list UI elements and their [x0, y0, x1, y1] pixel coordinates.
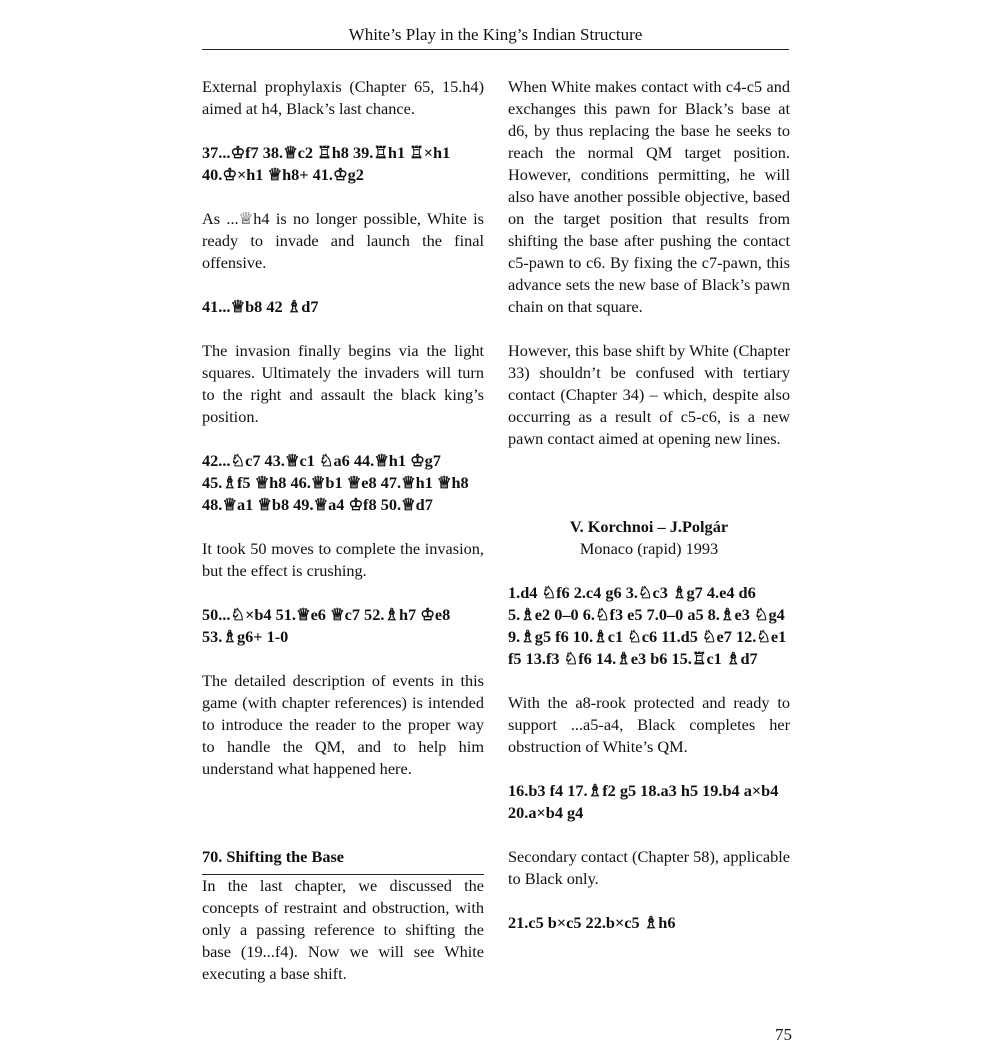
- section-heading: 70. Shifting the Base: [202, 846, 484, 875]
- paragraph: The invasion finally begins via the light squares. Ultimately the invaders will turn to the right and assault the black king’s position.: [202, 341, 484, 426]
- move-sequence: 41...♕b8 42 ♗d7: [202, 297, 319, 316]
- game-players: V. Korchnoi – J.Polgár: [569, 517, 729, 536]
- paragraph: In the last chapter, we discussed the concepts of restraint and obstruction, with only a passing reference to shifting the base (19...f4). Now we will see White executing a base shift.: [202, 876, 484, 983]
- paragraph: The detailed description of events in this game (with chapter references) is intended to introduce the reader to the proper way to handle the QM, and to help him understand what happened here.: [202, 671, 484, 778]
- paragraph: However, this base shift by White (Chapter 33) shouldn’t be confused with tertiary contact (Chapter 34) – which, despite also occurring as a result of c5-c6, is a new pawn contact aimed at opening new lines.: [508, 341, 790, 448]
- move-sequence: 37...♔f7 38.♕c2 ♖h8 39.♖h1 ♖×h1 40.♔×h1 ♕h8+ 41.♔g2: [202, 143, 451, 184]
- right-column: [508, 76, 790, 934]
- paragraph: With the a8-rook protected and ready to support ...a5-a4, Black completes her obstruction of White’s QM.: [508, 693, 790, 756]
- paragraph: As ...♕h4 is no longer possible, White is ready to invade and launch the final offensive.: [202, 209, 484, 272]
- paragraph: External prophylaxis (Chapter 65, 15.h4) aimed at h4, Black’s last chance.: [202, 77, 484, 118]
- move-sequence: 42...♘c7 43.♕c1 ♘a6 44.♕h1 ♔g7 45.♗f5 ♕h8 46.♕b1 ♕e8 47.♕h1 ♕h8 48.♕a1 ♕b8 49.♕a4 ♔f8 50.♕d7: [202, 451, 469, 514]
- running-header: White’s Play in the King’s Indian Structure: [348, 25, 643, 44]
- move-sequence: 1.d4 ♘f6 2.c4 g6 3.♘c3 ♗g7 4.e4 d6 5.♗e2 0–0 6.♘f3 e5 7.0–0 a5 8.♗e3 ♘g4 9.♗g5 f6 10.♗c1 ♘c6 11.d5 ♘e7 12.♘e1 f5 13.f3 ♘f6 14.♗e3 b6 15.♖c1 ♗d7: [508, 583, 787, 668]
- header-rule: [202, 49, 789, 50]
- paragraph: Secondary contact (Chapter 58), applicable to Black only.: [508, 847, 790, 888]
- page-number: 75: [775, 1025, 792, 1044]
- game-event: Monaco (rapid) 1993: [579, 539, 719, 558]
- paragraph: When White makes contact with c4-c5 and exchanges this pawn for Black’s base at d6, by thus replacing the base he seeks to reach the normal QM target position. However, conditions permitting, he will also have another possible objective, based on the target position that results from shifting the base after pushing the contact c5-pawn to c6. By fixing the c7-pawn, this advance sets the new base of Black’s pawn chain on that square.: [508, 77, 790, 316]
- move-sequence: 50...♘×b4 51.♕e6 ♕c7 52.♗h7 ♔e8 53.♗g6+ 1-0: [202, 605, 451, 646]
- move-sequence: 16.b3 f4 17.♗f2 g5 18.a3 h5 19.b4 a×b4 20.a×b4 g4: [508, 781, 779, 822]
- paragraph: It took 50 moves to complete the invasion, but the effect is crushing.: [202, 539, 484, 580]
- move-sequence: 21.c5 b×c5 22.b×c5 ♗h6: [508, 913, 676, 932]
- left-column: [202, 76, 484, 985]
